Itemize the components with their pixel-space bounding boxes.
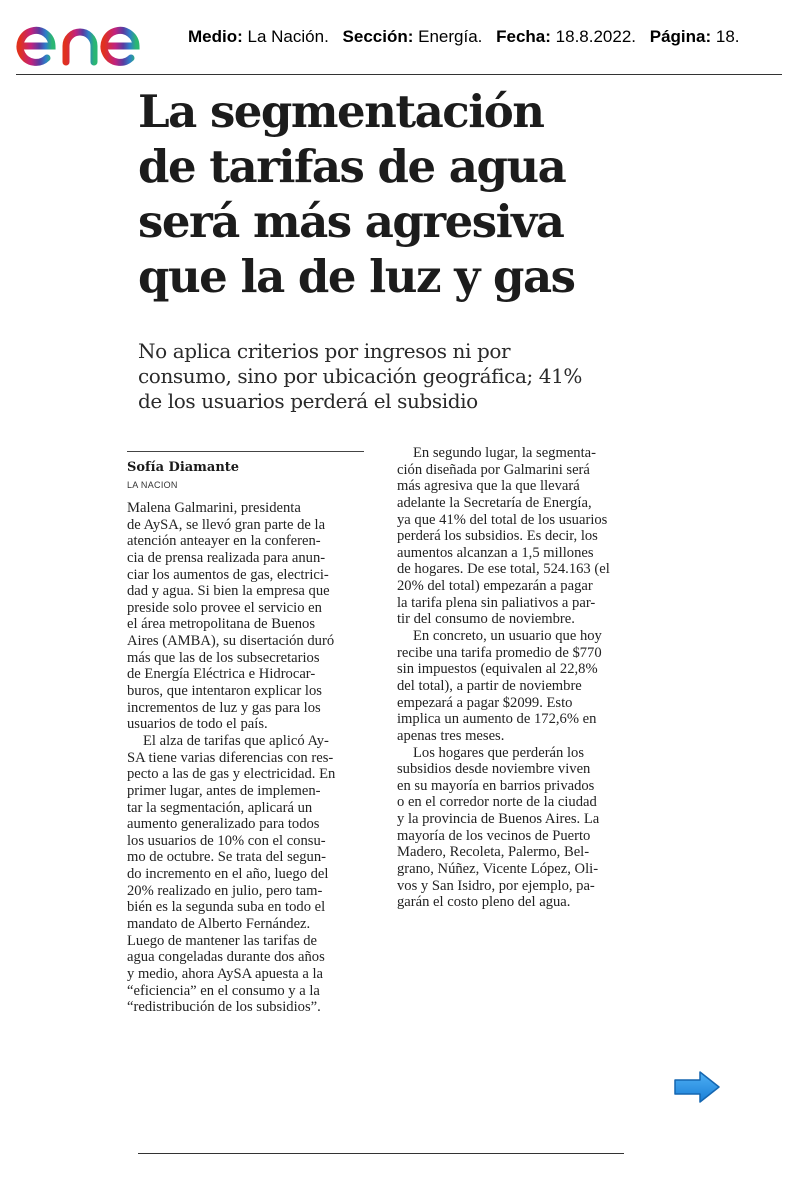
article-text-line: los usuarios de 10% con el consu-: [127, 832, 326, 849]
article-text-line: bién es la segunda suba en todo el: [127, 899, 326, 916]
article-text-line: la tarifa plena sin paliativos a par-: [397, 594, 596, 611]
footer-divider: [138, 1153, 624, 1154]
article-text-line: Aires (AMBA), su disertación duró: [127, 633, 335, 650]
article-text-line: mandato de Alberto Fernández.: [127, 916, 311, 933]
medio-label: Medio:: [188, 27, 243, 46]
article-text-line: o en el corredor norte de la ciudad: [397, 794, 597, 811]
article-text-line: buros, que intentaron explicar los: [127, 683, 322, 700]
pagina-value: 18.: [715, 27, 740, 46]
article-text-line: y medio, ahora AySA apuesta a la: [127, 965, 324, 982]
article-text-line: ciar los aumentos de gas, electrici-: [127, 566, 329, 583]
article-text-line: empezará a pagar $2099. Esto: [397, 694, 573, 711]
headline-line: de tarifas de agua: [138, 140, 566, 193]
article-text-line: usuarios de todo el país.: [127, 716, 268, 733]
enel-logo: [16, 8, 172, 70]
article-text-line: El alza de tarifas que aplicó Ay-: [143, 732, 329, 749]
article-text-line: aumentos alcanzan a 1,5 millones: [397, 544, 594, 561]
article-text-line: En segundo lugar, la segmenta-: [413, 445, 596, 461]
article-text-line: apenas tres meses.: [397, 727, 505, 744]
article-text-line: en su mayoría en barrios privados: [397, 777, 595, 794]
headline-line: será más agresiva: [138, 195, 564, 248]
article-text-line: de AySA, se llevó gran parte de la: [127, 516, 326, 533]
article-text-line: tir del consumo de noviembre.: [397, 611, 575, 628]
header-divider: [16, 74, 782, 75]
article-text-line: subsidios desde noviembre viven: [397, 761, 591, 778]
subhead-line: No aplica criterios por ingresos ni por: [138, 339, 511, 363]
article-text-line: Malena Galmarini, presidenta: [127, 500, 301, 516]
article-text-line: ya que 41% del total de los usuarios: [397, 511, 608, 528]
subhead-line: consumo, sino por ubicación geográfica; 41%: [138, 364, 583, 388]
article-text-line: 20% realizado en julio, pero tam-: [127, 882, 323, 899]
article-text-line: mayoría de los vecinos de Puerto: [397, 827, 591, 844]
article-text-line: Luego de mantener las tarifas de: [127, 932, 318, 949]
article-text-line: tar la segmentación, aplicará un: [127, 799, 313, 816]
article-text-line: adelante la Secretaría de Energía,: [397, 494, 592, 511]
article-text-line: primer lugar, antes de implemen-: [127, 782, 321, 799]
article-text-line: sin impuestos (equivalen al 22,8%: [397, 661, 598, 678]
article-text-line: aumento generalizado para todos: [127, 816, 320, 833]
article-text-line: Los hogares que perderán los: [413, 744, 585, 761]
pagina-label: Página:: [649, 27, 712, 46]
article-text-line: do incremento en el año, luego del: [127, 866, 329, 883]
outlet-name: LA NACION: [127, 480, 178, 490]
article-text-line: recibe una tarifa promedio de $770: [397, 644, 602, 661]
article-text-line: vos y San Isidro, por ejemplo, pa-: [397, 877, 595, 894]
article-text-line: el área metropolitana de Buenos: [127, 616, 316, 633]
article-text-line: En concreto, un usuario que hoy: [413, 628, 602, 645]
article-headline: [138, 84, 658, 304]
headline-line: La segmentación: [138, 85, 544, 138]
article-text-line: grano, Núñez, Vicente López, Oli-: [397, 861, 599, 878]
article-text-line: 20% del total) empezarán a pagar: [397, 578, 593, 595]
article-text-line: atención anteayer en la conferen-: [127, 533, 321, 550]
article-text-line: más que las de los subsecretarios: [127, 649, 320, 666]
fecha-label: Fecha:: [496, 27, 551, 46]
article-column-1: [127, 500, 367, 1016]
article-text-line: y la provincia de Buenos Aires. La: [397, 811, 600, 828]
seccion-label: Sección:: [342, 27, 414, 46]
fecha-value: 18.8.2022.: [555, 27, 637, 46]
byline-divider: [127, 451, 364, 452]
article-column-2: [397, 445, 637, 911]
clipping-header: [0, 0, 800, 76]
article-text-line: “redistribución de los subsidios”.: [127, 999, 321, 1016]
author-name: Sofía Diamante: [127, 460, 240, 475]
article-text-line: “eficiencia” en el consumo y a la: [127, 982, 320, 999]
article-text-line: preside solo provee el servicio en: [127, 599, 322, 616]
headline-line: que la de luz y gas: [138, 250, 575, 303]
article-text-line: dad y agua. Si bien la empresa que: [127, 583, 330, 600]
article-text-line: mo de octubre. Se trata del segun-: [127, 849, 326, 866]
article-text-line: agua congeladas durante dos años: [127, 949, 325, 966]
subhead-line: de los usuarios perderá el subsidio: [138, 389, 478, 413]
article-text-line: ción diseñada por Galmarini será: [397, 461, 590, 478]
article-text-line: implica un aumento de 172,6% en: [397, 711, 597, 728]
article-text-line: de hogares. De ese total, 524.163 (el: [397, 561, 610, 578]
article-text-line: perderá los subsidios. Es decir, los: [397, 528, 598, 545]
article-text-line: cia de prensa realizada para anun-: [127, 549, 326, 566]
article-text-line: SA tiene varias diferencias con res-: [127, 749, 334, 766]
article-text-line: pecto a las de gas y electricidad. En: [127, 766, 336, 783]
article-subheadline: [138, 339, 658, 414]
medio-value: La Nación.: [247, 27, 329, 46]
arrow-right-icon[interactable]: [672, 1070, 722, 1104]
seccion-value: Energía.: [418, 27, 483, 46]
article-text-line: de Energía Eléctrica e Hidrocar-: [127, 666, 316, 683]
article-text-line: más agresiva que la que llevará: [397, 478, 580, 495]
article-text-line: del total), a partir de noviembre: [397, 677, 582, 694]
article-text-line: incrementos de luz y gas para los: [127, 699, 321, 716]
article-text-line: garán el costo pleno del agua.: [397, 894, 571, 911]
clipping-meta: [188, 27, 788, 47]
article-text-line: Madero, Recoleta, Palermo, Bel-: [397, 844, 590, 861]
